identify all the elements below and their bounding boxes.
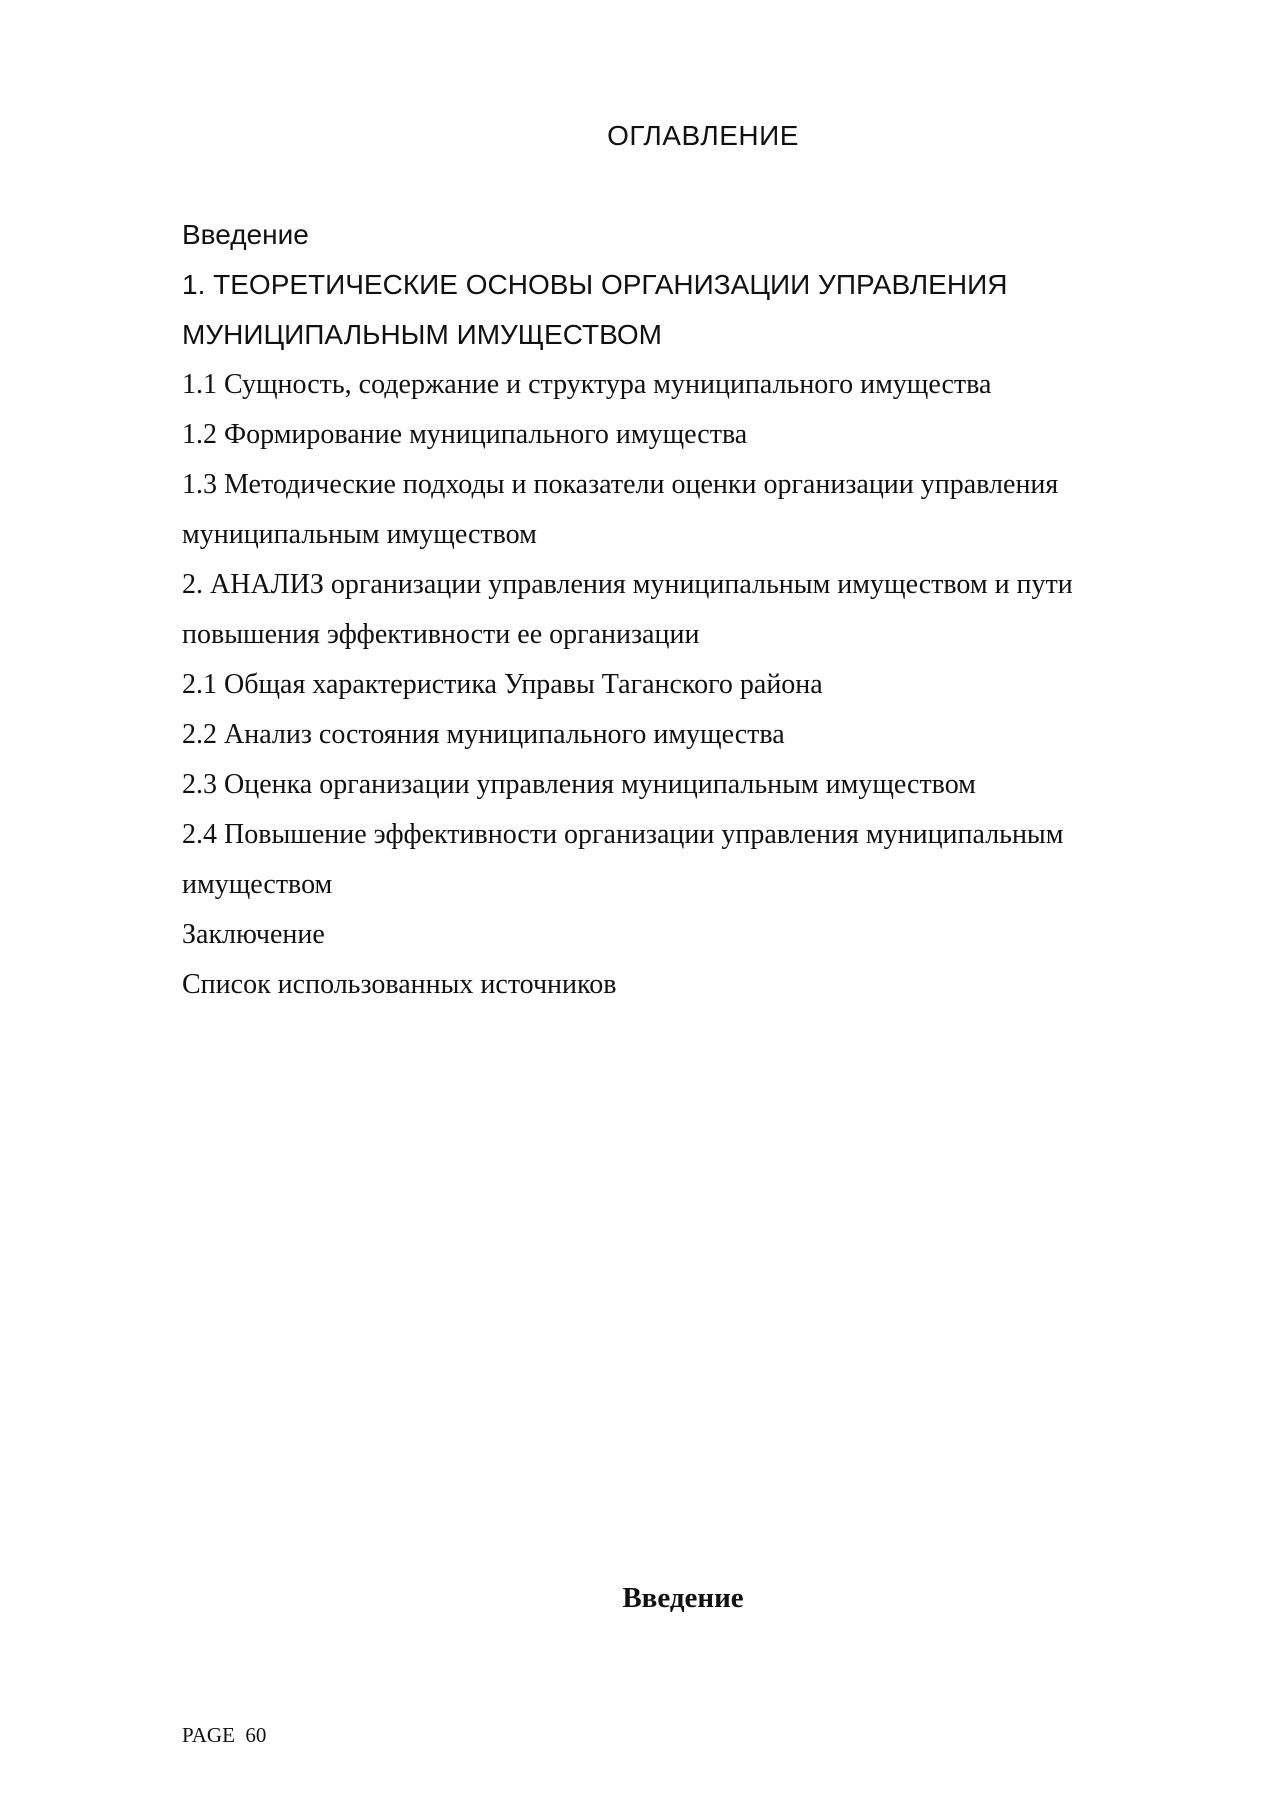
toc-entry-introduction[interactable]: Введение	[182, 219, 309, 250]
toc-entry-section-1-3[interactable]: 1.3 Методические подходы и показатели оценки организации управления	[182, 469, 1059, 500]
table-of-contents	[182, 210, 1182, 1010]
toc-entry-section-2-3[interactable]: 2.3 Оценка организации управления муниципальным имуществом	[182, 769, 976, 800]
toc-entry-chapter-1[interactable]: 1. ТЕОРЕТИЧЕСКИЕ ОСНОВЫ ОРГАНИЗАЦИИ УПРАВЛЕНИЯ	[182, 269, 1008, 300]
toc-entry-chapter-1-continued[interactable]: МУНИЦИПАЛЬНЫМ ИМУЩЕСТВОМ	[182, 319, 662, 350]
toc-entry-section-1-1[interactable]: 1.1 Сущность, содержание и структура муниципального имущества	[182, 369, 992, 400]
introduction-heading: Введение	[622, 1582, 744, 1614]
page-number: 60	[245, 1723, 267, 1747]
toc-entry-section-2-1[interactable]: 2.1 Общая характеристика Управы Таганского района	[182, 669, 823, 700]
page-field-label: PAGE	[182, 1723, 235, 1747]
toc-title: ОГЛАВЛЕНИЕ	[607, 120, 799, 151]
toc-entry-references[interactable]: Список использованных источников	[182, 969, 617, 1000]
toc-entry-conclusion[interactable]: Заключение	[182, 919, 325, 950]
toc-entry-chapter-2[interactable]: 2. АНАЛИЗ организации управления муниципальным имуществом и пути	[182, 569, 1073, 600]
page-footer	[182, 1720, 266, 1750]
toc-entry-section-2-2[interactable]: 2.2 Анализ состояния муниципального имущества	[182, 719, 785, 750]
toc-entry-section-2-4[interactable]: 2.4 Повышение эффективности организации управления муниципальным	[182, 819, 1064, 850]
toc-entry-section-1-3-continued[interactable]: муниципальным имуществом	[182, 519, 537, 550]
toc-entry-section-1-2[interactable]: 1.2 Формирование муниципального имущества	[182, 419, 748, 450]
toc-entry-section-2-4-continued[interactable]: имуществом	[182, 869, 333, 900]
toc-entry-chapter-2-continued[interactable]: повышения эффективности ее организации	[182, 619, 700, 650]
